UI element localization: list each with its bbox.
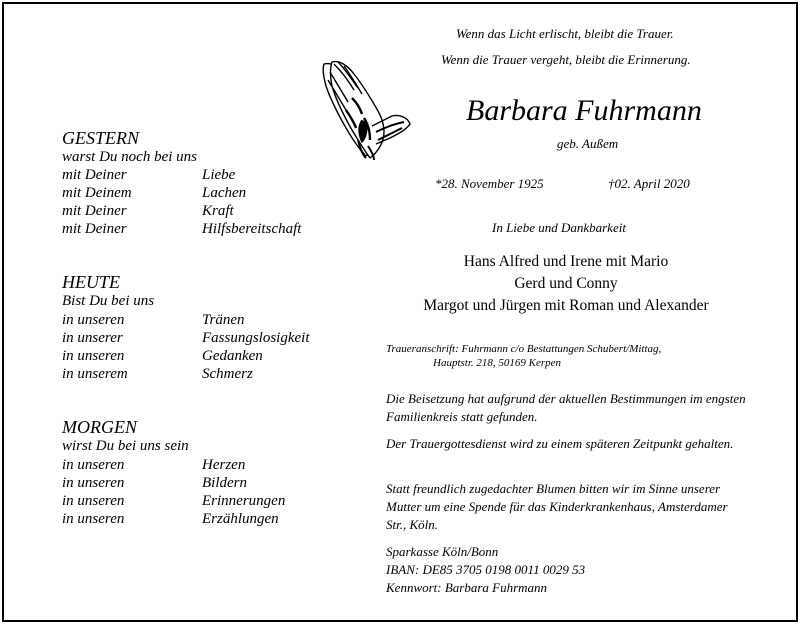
mourner-line: Margot und Jürgen mit Roman und Alexander	[423, 297, 709, 314]
poem-row	[62, 456, 362, 474]
poem-row	[62, 347, 362, 365]
poem-morgen-intro: wirst Du bei uns sein	[62, 438, 189, 454]
mourner-line: Hans Alfred und Irene mit Mario	[463, 253, 669, 270]
poem-row-prefix: in unserem	[62, 366, 128, 382]
poem-row-word: Tränen	[202, 312, 245, 328]
poem-row-prefix: mit Deiner	[62, 167, 127, 183]
poem-row-word: Schmerz	[202, 366, 253, 382]
poem-row-prefix: mit Deinem	[62, 185, 132, 201]
motto-line-1: Wenn das Licht erlischt, bleibt die Trauer.	[456, 26, 674, 41]
deceased-name: Barbara Fuhrmann	[466, 94, 702, 127]
poem-gestern-title: GESTERN	[62, 128, 140, 148]
poem-heute-title: HEUTE	[62, 272, 120, 292]
poem-morgen-title: MORGEN	[62, 417, 137, 437]
poem-row-word: Hilfsbereitschaft	[202, 221, 302, 237]
poem-row	[62, 510, 362, 528]
notice-paragraph: Die Beisetzung hat aufgrund der aktuellen Bestimmungen im engsten Familienkreis statt gefunden.	[386, 391, 746, 424]
poem-row-prefix: mit Deiner	[62, 221, 127, 237]
poem-row-word: Erinnerungen	[202, 493, 286, 509]
poem-row	[62, 184, 362, 202]
poem-row	[62, 166, 362, 184]
poem-row-word: Bildern	[202, 475, 247, 491]
poem-row	[62, 220, 362, 238]
poem-row-prefix: in unseren	[62, 457, 125, 473]
poem-row-word: Erzählungen	[202, 511, 279, 527]
poem-row	[62, 474, 362, 492]
poem-heute-intro: Bist Du bei uns	[62, 293, 155, 309]
poem-row-prefix: in unserer	[62, 330, 123, 346]
bank-reference: Kennwort: Barbara Fuhrmann	[386, 580, 548, 595]
bank-name: Sparkasse Köln/Bonn	[386, 544, 499, 559]
dedication: In Liebe und Dankbarkeit	[492, 220, 626, 235]
birth-date: *28. November 1925	[435, 176, 544, 191]
poem-row-word: Kraft	[202, 203, 234, 219]
poem-row	[62, 311, 362, 329]
poem-row-word: Gedanken	[202, 348, 263, 364]
poem-row-prefix: in unseren	[62, 475, 125, 491]
poem-row-word: Lachen	[202, 185, 247, 201]
poem-row-word: Fassungslosigkeit	[202, 330, 310, 346]
bank-iban: IBAN: DE85 3705 0198 0011 0029 53	[386, 562, 586, 577]
mourner-line: Gerd und Conny	[514, 275, 618, 292]
death-date: †02. April 2020	[608, 176, 690, 191]
poem-row-prefix: in unseren	[62, 312, 125, 328]
maiden-name: geb. Außem	[557, 136, 619, 151]
poem-row-prefix: in unseren	[62, 493, 125, 509]
notice-paragraph: Der Trauergottesdienst wird zu einem späteren Zeitpunkt gehalten.	[386, 436, 734, 451]
poem-row	[62, 492, 362, 510]
poem-row-prefix: mit Deiner	[62, 203, 127, 219]
praying-hands-icon	[318, 58, 414, 162]
poem-row-word: Herzen	[202, 457, 246, 473]
motto-line-2: Wenn die Trauer vergeht, bleibt die Erinnerung.	[441, 52, 691, 67]
poem-row-prefix: in unseren	[62, 511, 125, 527]
poem-row	[62, 202, 362, 220]
poem-row-word: Liebe	[202, 167, 236, 183]
address-line-2: Hauptstr. 218, 50169 Kerpen	[433, 357, 562, 369]
poem-row-prefix: in unseren	[62, 348, 125, 364]
notice-paragraph: Statt freundlich zugedachter Blumen bitten wir im Sinne unserer Mutter um eine Spende für das Kinderkrankenhaus, Amsterdamer Str., Köln.	[386, 481, 728, 532]
poem-row	[62, 329, 362, 347]
poem-gestern-intro: warst Du noch bei uns	[62, 149, 197, 165]
poem-row	[62, 365, 362, 383]
address-line-1: Traueranschrift: Fuhrmann c/o Bestattungen Schubert/Mittag,	[386, 343, 662, 355]
